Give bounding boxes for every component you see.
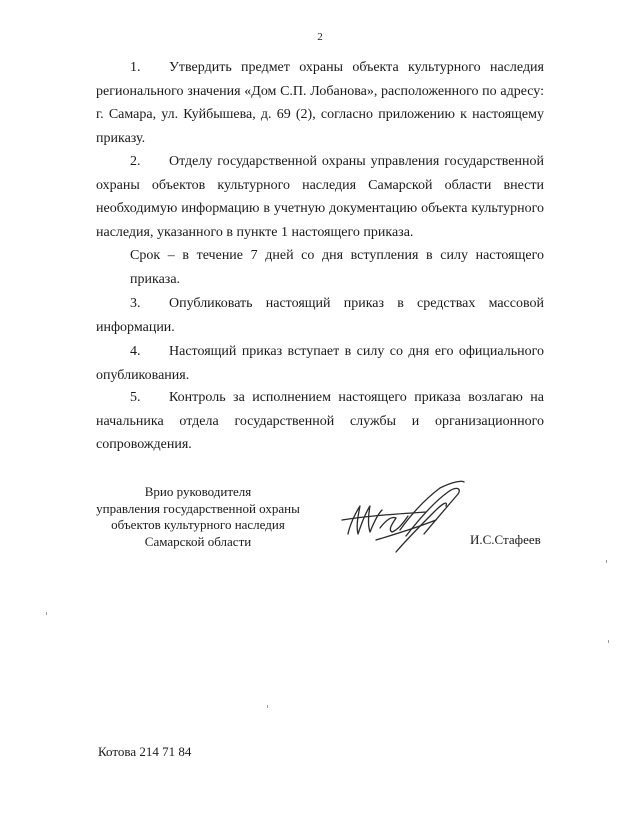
- signatory-title-line: объектов культурного наследия: [111, 517, 285, 532]
- order-item-3: [96, 292, 544, 339]
- item-text: Контроль за исполнением настоящего приказа возлагаю на начальника отдела государственной службы и организационного сопровождения.: [96, 390, 544, 452]
- signatory-title-line: Врио руководителя: [144, 484, 252, 499]
- order-item-5: [96, 386, 544, 457]
- scan-speck: [46, 612, 47, 615]
- signatory-title-line: Самарской области: [144, 533, 252, 549]
- handwritten-signature: [336, 476, 476, 556]
- item-text: Опубликовать настоящий приказ в средствах массовой информации.: [96, 296, 544, 335]
- order-item-2: [96, 150, 544, 244]
- item-number: 3.: [130, 296, 141, 311]
- item-number: 1.: [130, 60, 141, 75]
- order-item-4: [96, 340, 544, 387]
- scan-speck: [608, 640, 609, 643]
- scan-speck: [267, 705, 268, 708]
- signatory-title-line: управления государственной охраны: [96, 500, 300, 516]
- item-number: 4.: [130, 344, 141, 359]
- footer-contact: Котова 214 71 84: [98, 744, 192, 759]
- item-number: 5.: [130, 390, 141, 405]
- item-text: Настоящий приказ вступает в силу со дня его официального опубликования.: [96, 344, 544, 383]
- item-text: Утвердить предмет охраны объекта культурного наследия регионального значения «Дом С.П. Лобанова», расположенного по адресу: г. Самара, ул. Куйбышева, д. 69 (2), согласно приложению к настоящему приказу.: [96, 60, 544, 146]
- item-text: Отделу государственной охраны управления государственной охраны объектов культурного наследия Самарской области внести необходимую информацию в учетную документацию объекта культурного наследия, указанного в пункте 1 настоящего приказа.: [96, 154, 544, 240]
- deadline-text: Срок – в течение 7 дней со дня вступления в силу настоящего приказа.: [130, 248, 544, 287]
- item-number: 2.: [130, 154, 141, 169]
- scan-speck: [606, 560, 607, 563]
- signatory-name: И.С.Стафеев: [470, 532, 541, 547]
- order-item-1: [96, 56, 544, 150]
- page-number: 2: [317, 31, 323, 43]
- signatory-title: [80, 484, 316, 550]
